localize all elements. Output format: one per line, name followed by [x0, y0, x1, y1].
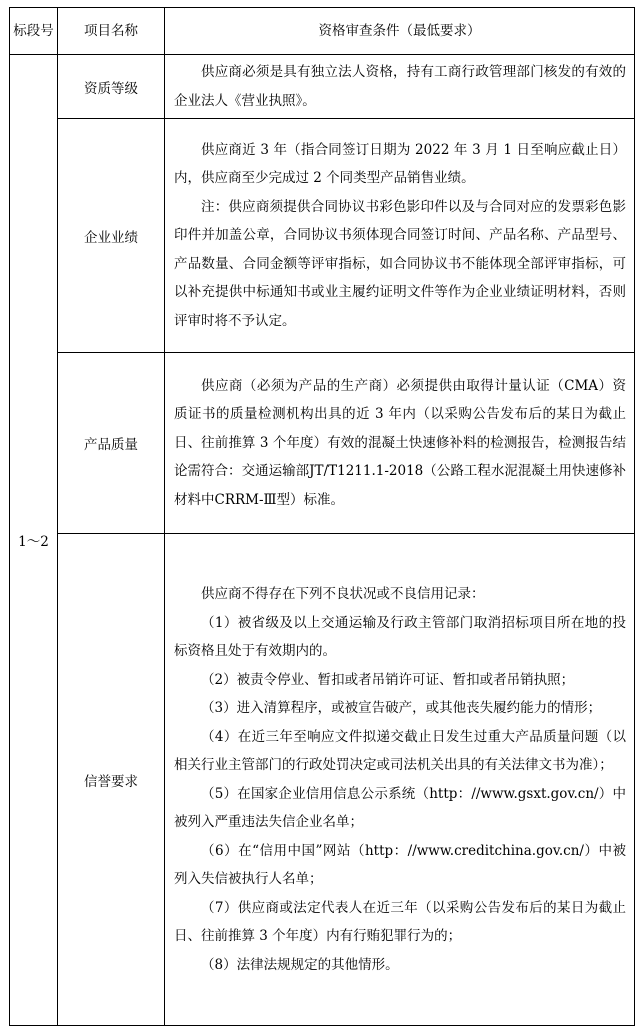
table-row	[10, 534, 635, 1026]
item-name-cell: 产品质量	[58, 353, 165, 534]
header-section-number: 标段号	[10, 8, 58, 55]
header-row	[10, 8, 635, 55]
condition-item: （8）法律法规规定的其他情形。	[201, 956, 399, 973]
condition-cell	[165, 534, 635, 1026]
condition-item: （7）供应商或法定代表人在近三年（以采购公告发布后的某日为截止日、往前推算 3 个年度）内有行贿犯罪行为的；	[174, 899, 626, 944]
condition-item: （4）在近三年至响应文件拟递交截止日发生过重大产品质量问题（以相关行业主管部门的行政处罚决定或司法机关出具的有关法律文书为准）；	[174, 728, 626, 773]
item-name-cell: 资质等级	[58, 55, 165, 119]
condition-item: （6）在“信用中国”网站（http：//www.creditchina.gov.cn/）中被列入失信被执行人名单；	[174, 842, 626, 887]
condition-paragraph: 供应商不得存在下列不良状况或不良信用记录：	[201, 586, 485, 602]
condition-cell	[165, 55, 635, 119]
qualification-table	[9, 7, 635, 1026]
item-name-cell: 信誉要求	[58, 534, 165, 1026]
table-row	[10, 119, 635, 353]
header-item-name: 项目名称	[58, 8, 165, 55]
item-name-cell: 企业业绩	[58, 119, 165, 353]
condition-cell	[165, 119, 635, 353]
condition-paragraph: 供应商近 3 年（指合同签订日期为 2022 年 3 月 1 日至响应截止日）内，供应商至少完成过 2 个同类型产品销售业绩。	[174, 141, 626, 187]
condition-item: （2）被责令停业、暂扣或者吊销许可证、暂扣或者吊销执照；	[201, 671, 575, 688]
condition-item: （3）进入清算程序，或被宣告破产，或其他丧失履约能力的情形；	[201, 700, 602, 716]
condition-cell	[165, 353, 635, 534]
condition-paragraph: 供应商必须是具有独立法人资格，持有工商行政管理部门核发的有效的企业法人《营业执照》。	[174, 64, 626, 109]
condition-item: （5）在国家企业信用信息公示系统（http：//www.gsxt.gov.cn/）中被列入严重违法失信企业名单；	[174, 785, 626, 830]
condition-paragraph: 供应商（必须为产品的生产商）必须提供由取得计量认证（CMA）资质证书的质量检测机构出具的近 3 年内（以采购公告发布后的某日为截止日、往前推算 3 个年度）有效的混凝土快速修补料的检测报告，检测报告结论需符合：交通运输部JT/T1211.1-2018（公路工程水泥混凝土用快速修补材料中CRRM-Ⅲ型）标准。	[174, 377, 626, 508]
condition-note: 注：供应商须提供合同协议书彩色影印件以及与合同对应的发票彩色影印件并加盖公章，合同协议书须体现合同签订时间、产品名称、产品型号、产品数量、合同金额等评审指标，如合同协议书不能体现全部评审指标，可以补充提供中标通知书或业主履约证明文件等作为企业业绩证明材料，否则评审时将不予认定。	[174, 198, 626, 329]
condition-item: （1）被省级及以上交通运输及行政主管部门取消招标项目所在地的投标资格且处于有效期内的。	[174, 614, 626, 659]
table-row	[10, 55, 635, 119]
section-number-cell: 1～2	[10, 55, 58, 1026]
table-row	[10, 353, 635, 534]
header-conditions: 资格审查条件（最低要求）	[165, 8, 635, 55]
